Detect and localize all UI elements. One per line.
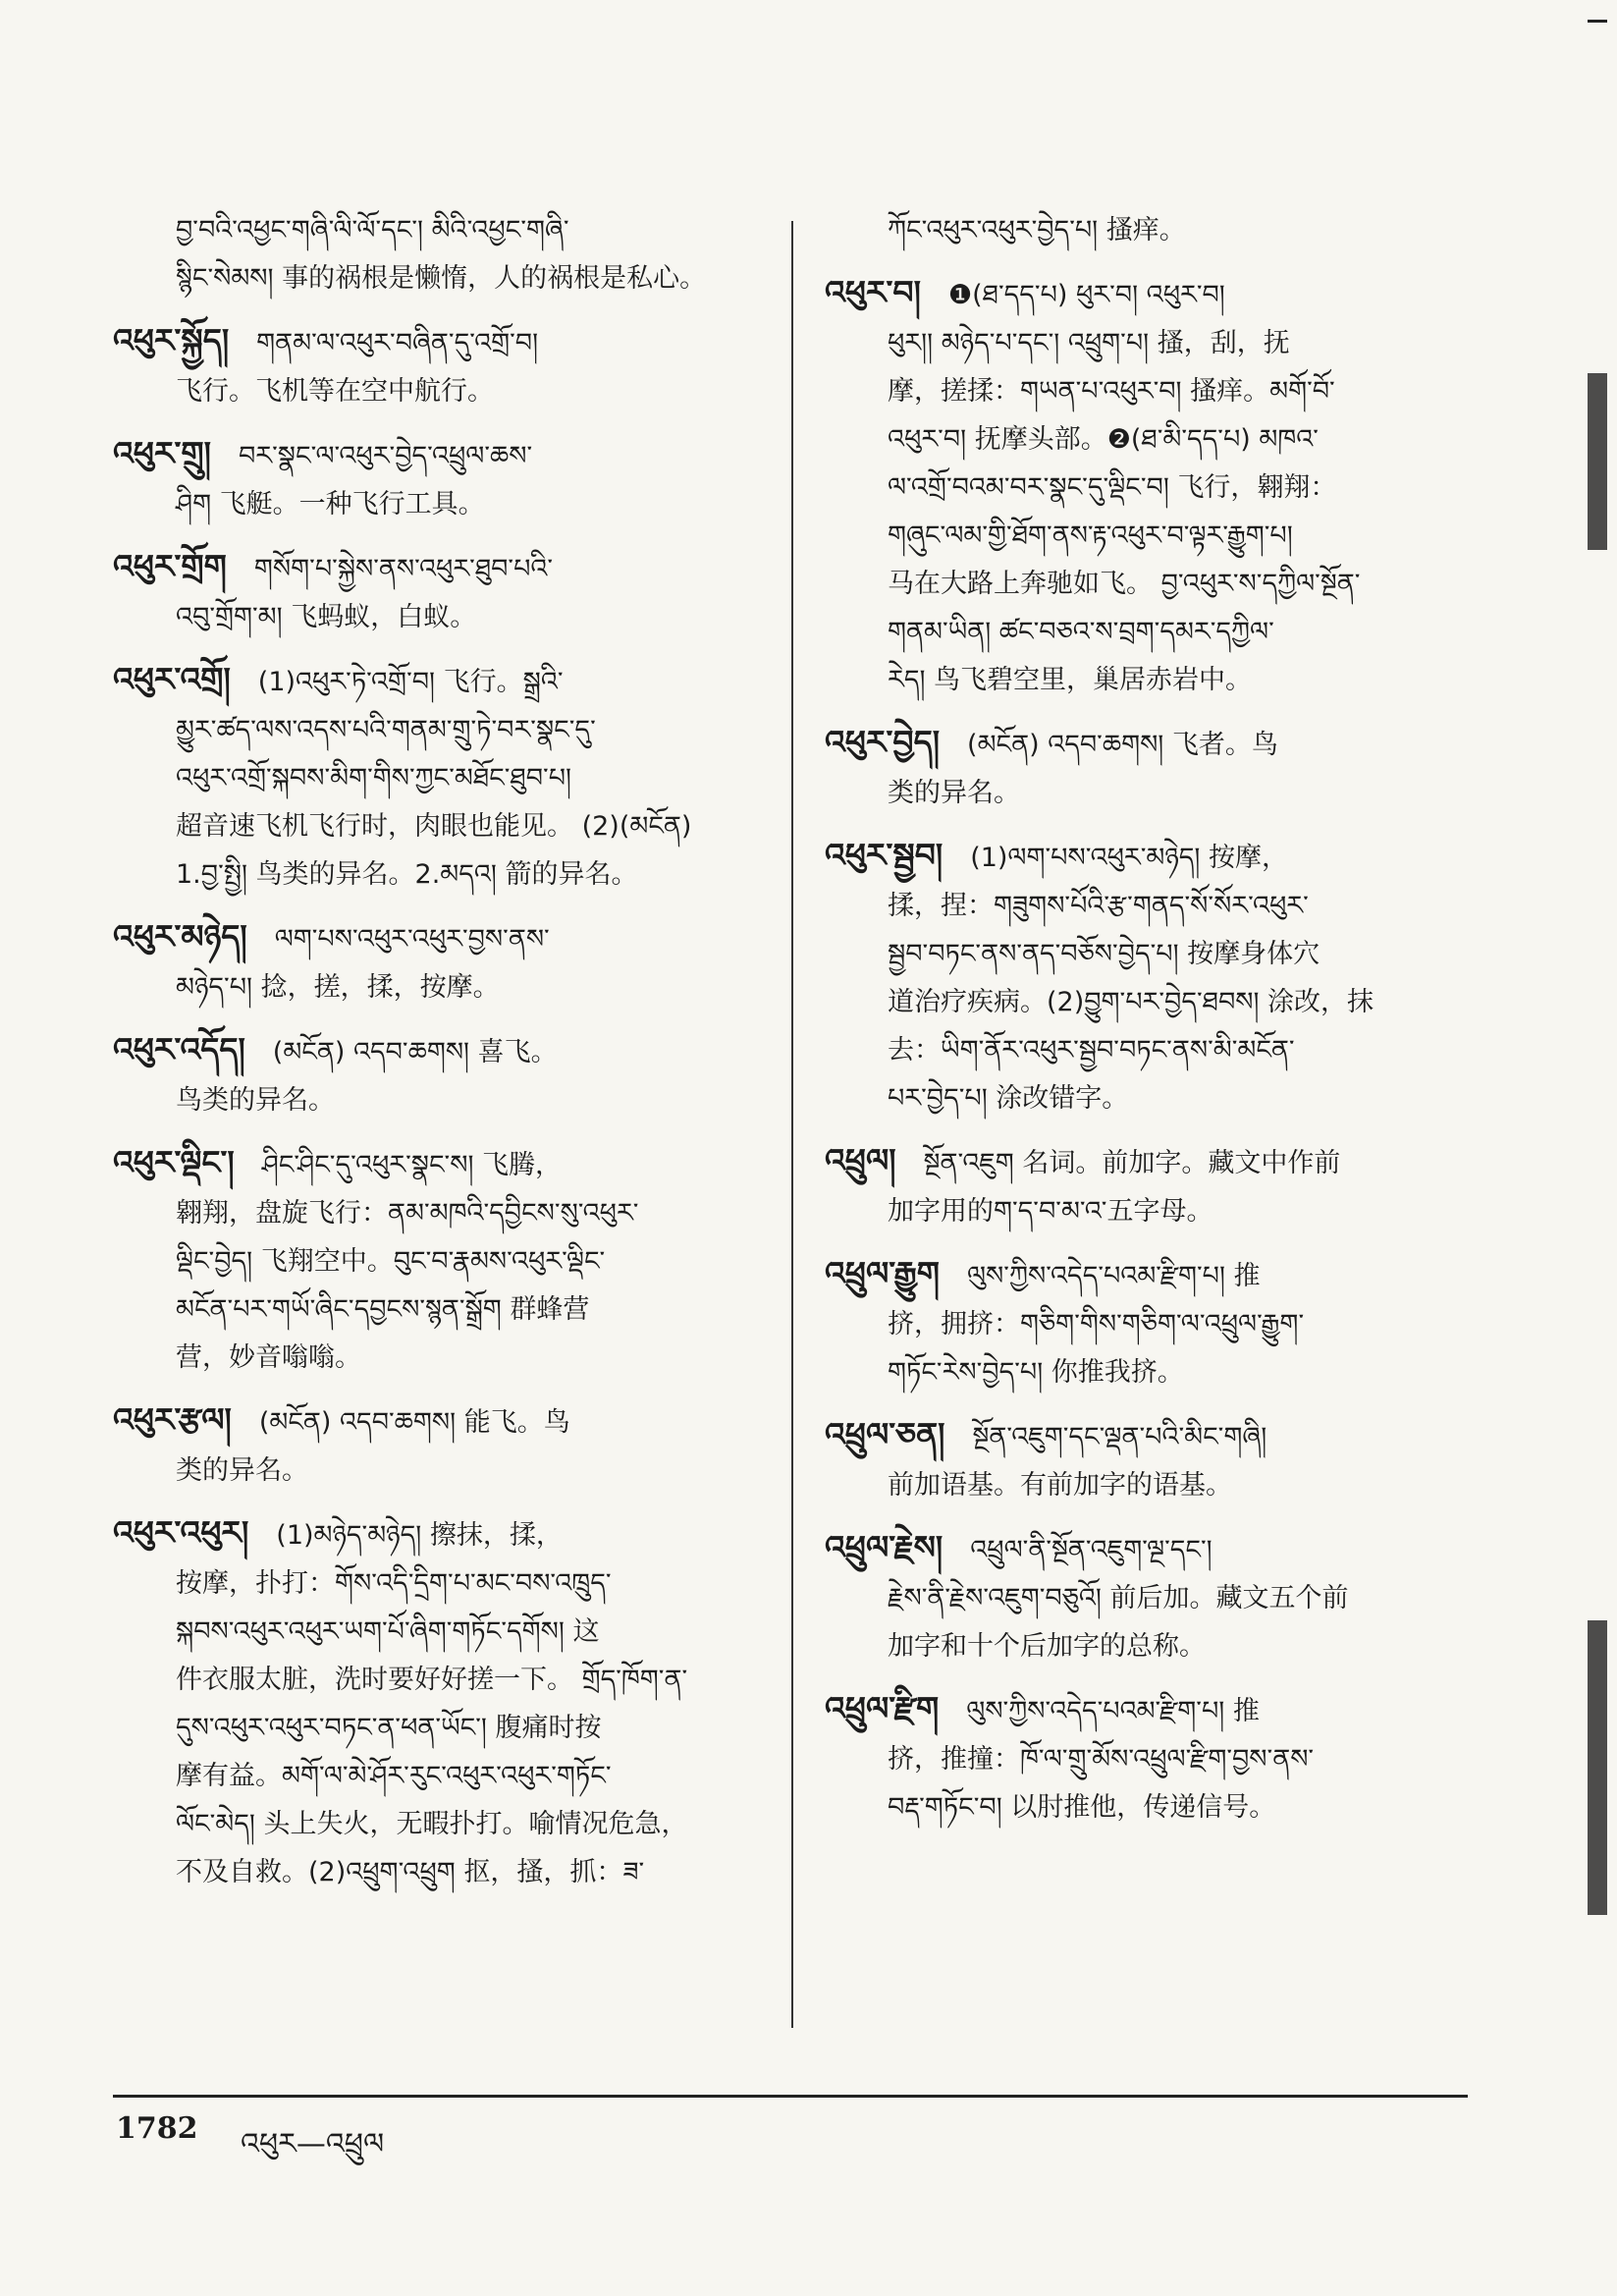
entry-line [825, 1410, 1468, 1461]
dictionary-entry [825, 718, 1468, 817]
entry-text: 翱翔，盘旋飞行：ནམ་མཁའི་དབྱིངས་སུ་འཕུར་ [176, 1198, 639, 1229]
entry-line [825, 1136, 1468, 1187]
headword: འཕུར་མཉེད། [113, 917, 247, 956]
entry-line [113, 754, 756, 802]
dictionary-entry [113, 1395, 756, 1495]
entry-line [113, 1559, 756, 1608]
footer-rule [113, 2095, 1468, 2098]
entry-text: ཤིག 飞艇。一种飞行工具。 [176, 489, 485, 519]
scan-edge-mark [1588, 1620, 1607, 1915]
entry-line [825, 1026, 1468, 1074]
entry-line [825, 1074, 1468, 1122]
entry-text: མངོན་པར་གཡོ་ཞིང་དབྱངས་སྙན་སྒྲོག 群蜂营 [176, 1294, 590, 1325]
dictionary-entry [113, 429, 756, 528]
entry-text: 类的异名。 [176, 1455, 308, 1486]
entry-text: 不及自救。(2)འཕྲུག་འཕྲུག 抠，搔，抓：ཟ་ [176, 1857, 645, 1887]
entry-text: འཕྲུལ་ནི་སྔོན་འཇུག་ལྔ་དང་། [970, 1535, 1213, 1565]
entry-text: ལུས་ཀྱིས་འདེད་པའམ་རྫིག་པ། 推 [967, 1261, 1261, 1291]
column-divider [791, 221, 793, 2028]
entry-line [825, 608, 1468, 656]
right-column [825, 206, 1468, 1845]
entry-text: སྦྱབ་བཏང་ནས་ནད་བཅོས་བྱེད་པ། 按摩身体穴 [888, 939, 1321, 969]
dictionary-entry [825, 1136, 1468, 1235]
entry-line [113, 706, 756, 754]
dictionary-entry [825, 1523, 1468, 1670]
entry-line [825, 1461, 1468, 1509]
entry-line [825, 978, 1468, 1026]
entry-text: གནམ་ལ་འཕུར་བཞིན་དུ་འགྲོ་བ། [256, 328, 539, 358]
entry-line [113, 429, 756, 480]
headword: འཕུར་ལྡིང་། [113, 1143, 235, 1181]
entry-text: 加字和十个后加字的总称。 [888, 1631, 1206, 1662]
entry-text: ❶(ཐ་དད་པ) ཕུར་བ། འཕུར་བ། [947, 280, 1225, 310]
entry-line [825, 560, 1468, 608]
entry-line [825, 1348, 1468, 1396]
headword: འཕུར་རྩལ། [113, 1400, 232, 1439]
headword: འཕྲུལ་རྗེས། [825, 1528, 943, 1566]
entry-text: 去：ཡིག་ནོར་འཕུར་སྦྱབ་བཏང་ནས་མི་མངོན་ [888, 1035, 1295, 1066]
entry-text: 类的异名。 [888, 778, 1020, 808]
entry-line [113, 1848, 756, 1896]
entry-line [113, 1447, 756, 1495]
headword: འཕུར་གྲུ། [113, 434, 211, 472]
entry-text: (མངོན) འདབ་ཆགས། 飞者。鸟 [967, 730, 1278, 760]
entry-text: 1.བྱ་སྤྱི། 鸟类的异名。2.མདའ། 箭的异名。 [176, 859, 638, 890]
entry-text: ཤིང་ཤིང་དུ་འཕུར་སྣང་ས། 飞腾， [261, 1150, 563, 1180]
entry-line [113, 1025, 756, 1076]
entry-line [113, 1752, 756, 1800]
entry-text: 马在大路上奔驰如飞。 བྱ་འཕུར་ས་དཀྱིལ་སྔོན་ [888, 569, 1361, 599]
dictionary-entry [825, 1249, 1468, 1396]
entry-line [113, 802, 756, 850]
entry-line [825, 512, 1468, 560]
entry-line [113, 850, 756, 899]
entry-text: བརྡ་གཏོང་བ། 以肘推他，传递信号。 [888, 1792, 1276, 1823]
page-number: 1782 [116, 2111, 198, 2146]
entry-continuation [113, 206, 756, 302]
entry-text: 按摩，扑打：གོས་འདི་དྲིག་པ་མང་བས་འཁྲུད་ [176, 1568, 612, 1599]
dictionary-entry [113, 655, 756, 899]
entry-text: གནམ་ཡིན། ཚང་བཅའ་ས་བྲག་དམར་དཀྱིལ་ [888, 617, 1274, 647]
entry-text: (1)ལག་པས་འཕུར་མཉེད། 按摩， [970, 843, 1288, 873]
entry-line [825, 1622, 1468, 1670]
entry-line [825, 367, 1468, 415]
entry-text: ལག་པས་འཕུར་འཕུར་བྱས་ནས་ [274, 924, 550, 955]
entry-text: རེད། 鸟飞碧空里，巢居赤岩中。 [888, 665, 1253, 695]
entry-text: དུས་འཕུར་འཕུར་བཏང་ན་ཕན་ཡོང་། 腹痛时按 [176, 1713, 602, 1743]
entry-text: པར་བྱེད་པ། 涂改错字。 [888, 1083, 1129, 1114]
entry-text: རྗེས་ནི་རྗེས་འཇུག་བཅུའོ། 前后加。藏文五个前 [888, 1583, 1349, 1613]
scan-edge-mark [1588, 20, 1607, 23]
entry-line [825, 268, 1468, 319]
entry-line [825, 464, 1468, 512]
entry-text: སྔོན་འཇུག་དང་ལྡན་པའི་མིང་གཞི། [972, 1422, 1267, 1452]
entry-text: (1)འཕུར་ཏེ་འགྲོ་བ། 飞行。སྒྲའི་ [257, 667, 564, 697]
entry-text: འཕུར་བ། 抚摩头部。❷(ཐ་མི་དད་པ) མཁའ་ [888, 424, 1319, 455]
entry-text: གཏོང་རེས་བྱེད་པ། 你推我挤。 [888, 1357, 1184, 1388]
headword: འཕུར་སྦྱབ། [825, 836, 943, 874]
headword: འཕྲུལ་རྫིག [825, 1689, 940, 1727]
entry-text: གཞུང་ལམ་གྱི་ཐོག་ནས་རྟ་འཕུར་བ་ལྟར་རྒྱུག་པ། [888, 520, 1293, 551]
entry-line [113, 1656, 756, 1704]
entry-line [113, 655, 756, 706]
entry-text: (མངོན) འདབ་ཆགས། 能飞。鸟 [258, 1407, 570, 1438]
entry-line [113, 254, 756, 302]
entry-line [113, 542, 756, 593]
entry-text: 道治疗疾病。(2)བྱུག་པར་བྱེད་ཐབས། 涂改，抹 [888, 987, 1374, 1017]
entry-text: 揉，捏：གཟུགས་པོའི་རྩ་གནད་སོ་སོར་འཕུར་ [888, 891, 1309, 921]
entry-text: 摩，搓揉：གཡན་པ་འཕུར་བ། 搔痒。མགོ་བོ་ [888, 376, 1335, 407]
entry-text: འབུ་གྲོག་མ། 飞蚂蚁，白蚁。 [176, 602, 477, 632]
entry-text: སྙིང་སེམས། 事的祸根是懒惰，人的祸根是私心。 [176, 263, 707, 294]
entry-line [825, 1300, 1468, 1348]
dictionary-entry [825, 1410, 1468, 1509]
entry-line [825, 769, 1468, 817]
entry-line [113, 1395, 756, 1447]
headword: འཕུར་འདོད། [113, 1030, 245, 1068]
entry-text: ཕུར།། མཉེད་པ་དང་། འཕྲུག་པ། 搔，刮，抚 [888, 328, 1290, 358]
dictionary-entry [825, 1684, 1468, 1831]
entry-line [113, 206, 756, 254]
entry-text: ཀོང་འཕུར་འཕུར་བྱེད་པ། 搔痒。 [888, 215, 1186, 246]
entry-text: མྱུར་ཚད་ལས་འདས་པའི་གནམ་གྲུ་ཏེ་བར་སྣང་དུ་ [176, 715, 596, 745]
entry-line [825, 1684, 1468, 1735]
entry-text: 飞行。飞机等在空中航行。 [176, 376, 494, 407]
entry-line [825, 319, 1468, 367]
entry-line [825, 831, 1468, 882]
headword: འཕུར་སྐྱོད། [113, 321, 230, 359]
entry-line [825, 882, 1468, 930]
entry-text: ལུས་ཀྱིས་འདེད་པའམ་རྫིག་པ། 推 [966, 1696, 1260, 1726]
headword: འཕྲུལ་ཅན། [825, 1415, 945, 1453]
entry-line [113, 963, 756, 1011]
scan-edge-mark [1588, 373, 1607, 550]
entry-text: 前加语基。有前加字的语基。 [888, 1470, 1232, 1501]
entry-text: ལ་འགྲོ་བའམ་བར་སྣང་དུ་ལྡིང་བ། 飞行，翱翔： [888, 472, 1337, 503]
entry-line [825, 1249, 1468, 1300]
entry-line [825, 206, 1468, 254]
entry-text: བྱ་བའི་འཕྱང་གཞི་ལི་ལོ་དང་། མིའི་འཕྱང་གཞི་ [176, 215, 569, 246]
entry-line [113, 1334, 756, 1382]
entry-line [825, 1783, 1468, 1831]
headword: འཕུར་འགྲོ། [113, 660, 231, 698]
entry-line [113, 1704, 756, 1752]
entry-line [113, 1508, 756, 1559]
entry-line [825, 656, 1468, 704]
entry-line [113, 1237, 756, 1285]
entry-text: 营，妙音嗡嗡。 [176, 1342, 361, 1373]
entry-line [825, 1523, 1468, 1574]
entry-text: གསོག་པ་སྐྱེས་ནས་འཕུར་ཐུབ་པའི་ [253, 554, 554, 584]
entry-text: བར་སྣང་ལ་འཕུར་བྱེད་འཕྲུལ་ཆས་ [239, 441, 533, 471]
entry-text: འཕུར་འགྲོ་སྐབས་མིག་གིས་ཀྱང་མཐོང་ཐུབ་པ། [176, 763, 572, 793]
entry-line [113, 1608, 756, 1656]
dictionary-entry [113, 1025, 756, 1124]
entry-line [825, 1187, 1468, 1235]
dictionary-entry [113, 316, 756, 415]
dictionary-entry [113, 912, 756, 1011]
entry-line [113, 1800, 756, 1848]
entry-line [113, 912, 756, 963]
dictionary-entry [113, 1138, 756, 1382]
entry-line [825, 415, 1468, 464]
entry-text: སྔོན་འཇུག 名词。前加字。藏文中作前 [923, 1148, 1341, 1178]
entry-text: ལོང་མེད། 头上失火，无暇扑打。喻情况危急， [176, 1809, 688, 1839]
entry-text: མཉེད་པ། 捻，搓，揉，按摩。 [176, 972, 500, 1003]
entry-line [113, 1138, 756, 1189]
entry-text: 挤，推撞：ཁོ་ལ་གྲུ་མོས་འཕྲུལ་རྫིག་བྱས་ནས་ [888, 1744, 1315, 1775]
dictionary-entry [113, 1508, 756, 1896]
entry-text: སྐབས་འཕུར་འཕུར་ཡག་པོ་ཞིག་གཏོང་དགོས། 这 [176, 1616, 600, 1647]
running-head: འཕུར—འཕྲུལ [241, 2127, 385, 2161]
entry-line [113, 316, 756, 367]
entry-line [113, 1285, 756, 1334]
headword: འཕྲུལ། [825, 1141, 896, 1179]
dictionary-entry [113, 542, 756, 641]
entry-line [825, 718, 1468, 769]
entry-text: 超音速飞机飞行时，肉眼也能见。 (2)(མངོན) [176, 811, 692, 842]
headword: འཕུར་གྲོག [113, 547, 227, 585]
dictionary-entry [825, 831, 1468, 1122]
entry-continuation [825, 206, 1468, 254]
left-column [113, 206, 756, 1910]
entry-line [825, 930, 1468, 978]
entry-line [113, 1076, 756, 1124]
entry-text: (1)མཉེད་མཉེད། 擦抹，揉， [276, 1520, 563, 1551]
entry-line [113, 367, 756, 415]
entry-line [113, 1189, 756, 1237]
headword: འཕུར་བྱེད། [825, 723, 941, 761]
entry-line [113, 480, 756, 528]
entry-line [113, 593, 756, 641]
headword: འཕུར་འཕུར། [113, 1513, 249, 1552]
entry-text: 挤，拥挤：གཅིག་གིས་གཅིག་ལ་འཕྲུལ་རྒྱུག་ [888, 1309, 1305, 1339]
entry-text: 摩有益。མགོ་ལ་མེ་ཤོར་རུང་འཕུར་འཕུར་གཏོང་ [176, 1761, 612, 1791]
headword: འཕུར་བ། [825, 273, 921, 311]
entry-line [825, 1574, 1468, 1622]
entry-text: (མངོན) འདབ་ཆགས། 喜飞。 [272, 1037, 558, 1067]
entry-text: 鸟类的异名。 [176, 1085, 335, 1116]
entry-text: ལྡིང་བྱེད། 飞翔空中。བུང་བ་རྣམས་འཕུར་ལྡིང་ [176, 1246, 606, 1277]
entry-text: 件衣服太脏，洗时要好好搓一下。 གྲོད་ཁོག་ན་ [176, 1665, 688, 1695]
headword: འཕྲུལ་རྒྱུག [825, 1254, 940, 1292]
dictionary-entry [825, 268, 1468, 704]
entry-text: 加字用的ག་ད་བ་མ་འ་五字母。 [888, 1196, 1213, 1227]
entry-line [825, 1735, 1468, 1783]
